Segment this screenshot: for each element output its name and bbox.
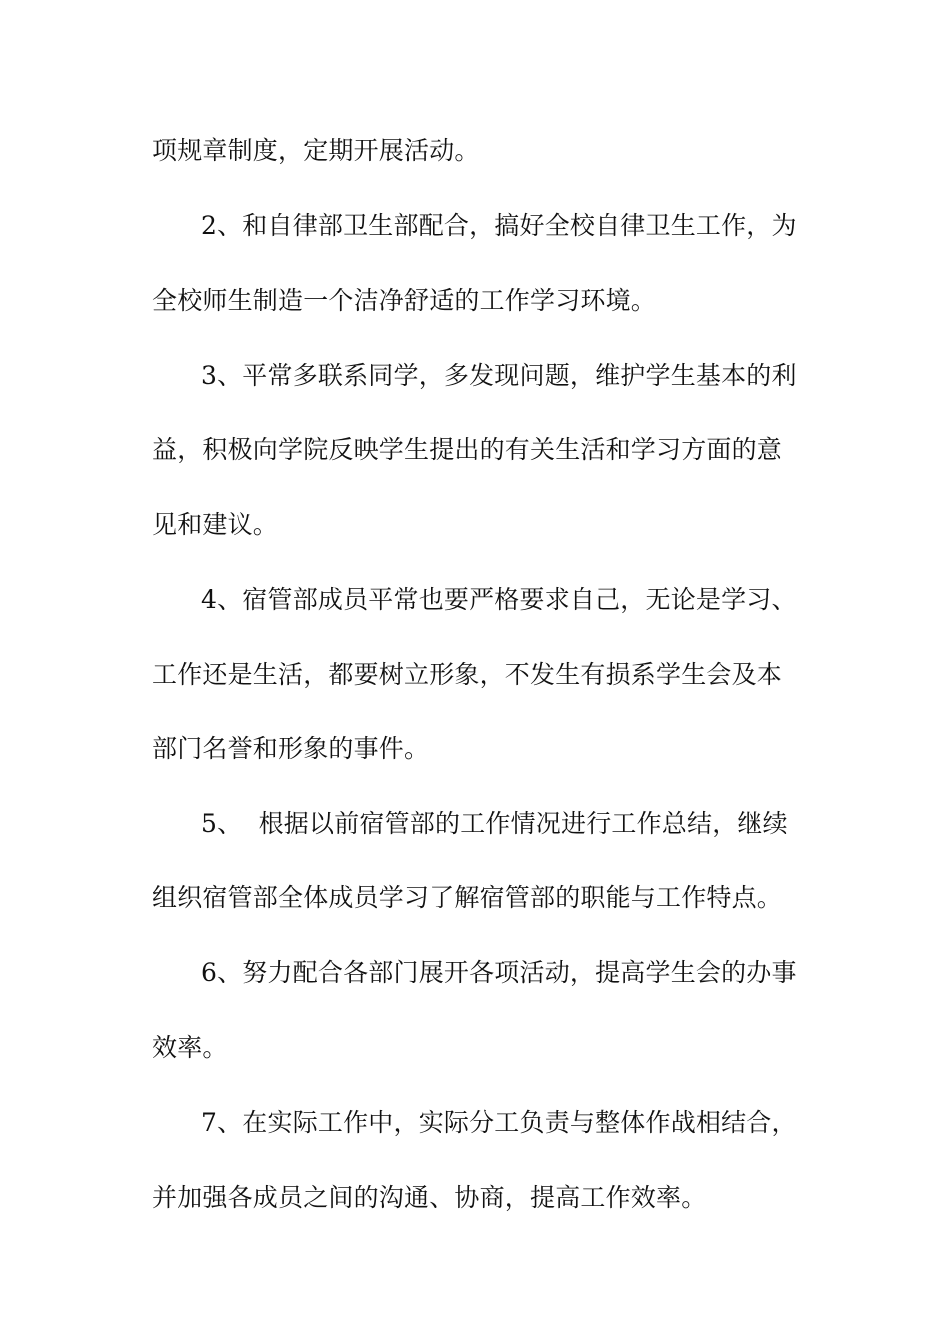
text-line: 全校师生制造一个洁净舒适的工作学习环境。 [152, 286, 657, 315]
text-line: 效率。 [152, 1033, 228, 1062]
text-line: 组织宿管部全体成员学习了解宿管部的职能与工作特点。 [152, 883, 783, 912]
text-line: 益，积极向学院反映学生提出的有关生活和学习方面的意 [152, 435, 783, 464]
text-line: 3、平常多联系同学，多发现问题，维护学生基本的利 [201, 361, 797, 390]
text-line: 7、在实际工作中，实际分工负责与整体作战相结合， [201, 1108, 797, 1137]
text-line: 并加强各成员之间的沟通、协商，提高工作效率。 [152, 1183, 707, 1212]
text-line: 见和建议。 [152, 510, 279, 539]
text-line: 2、和自律部卫生部配合，搞好全校自律卫生工作，为 [201, 211, 797, 240]
text-line: 6、努力配合各部门展开各项活动，提高学生会的办事 [201, 958, 797, 987]
text-line: 部门名誉和形象的事件。 [152, 734, 430, 763]
text-line: 4、宿管部成员平常也要严格要求自己，无论是学习、 [201, 585, 797, 614]
text-line: 项规章制度，定期开展活动。 [152, 136, 480, 165]
text-line: 工作还是生活，都要树立形象，不发生有损系学生会及本 [152, 660, 783, 689]
text-line: 5、 根据以前宿管部的工作情况进行工作总结，继续 [201, 809, 788, 838]
